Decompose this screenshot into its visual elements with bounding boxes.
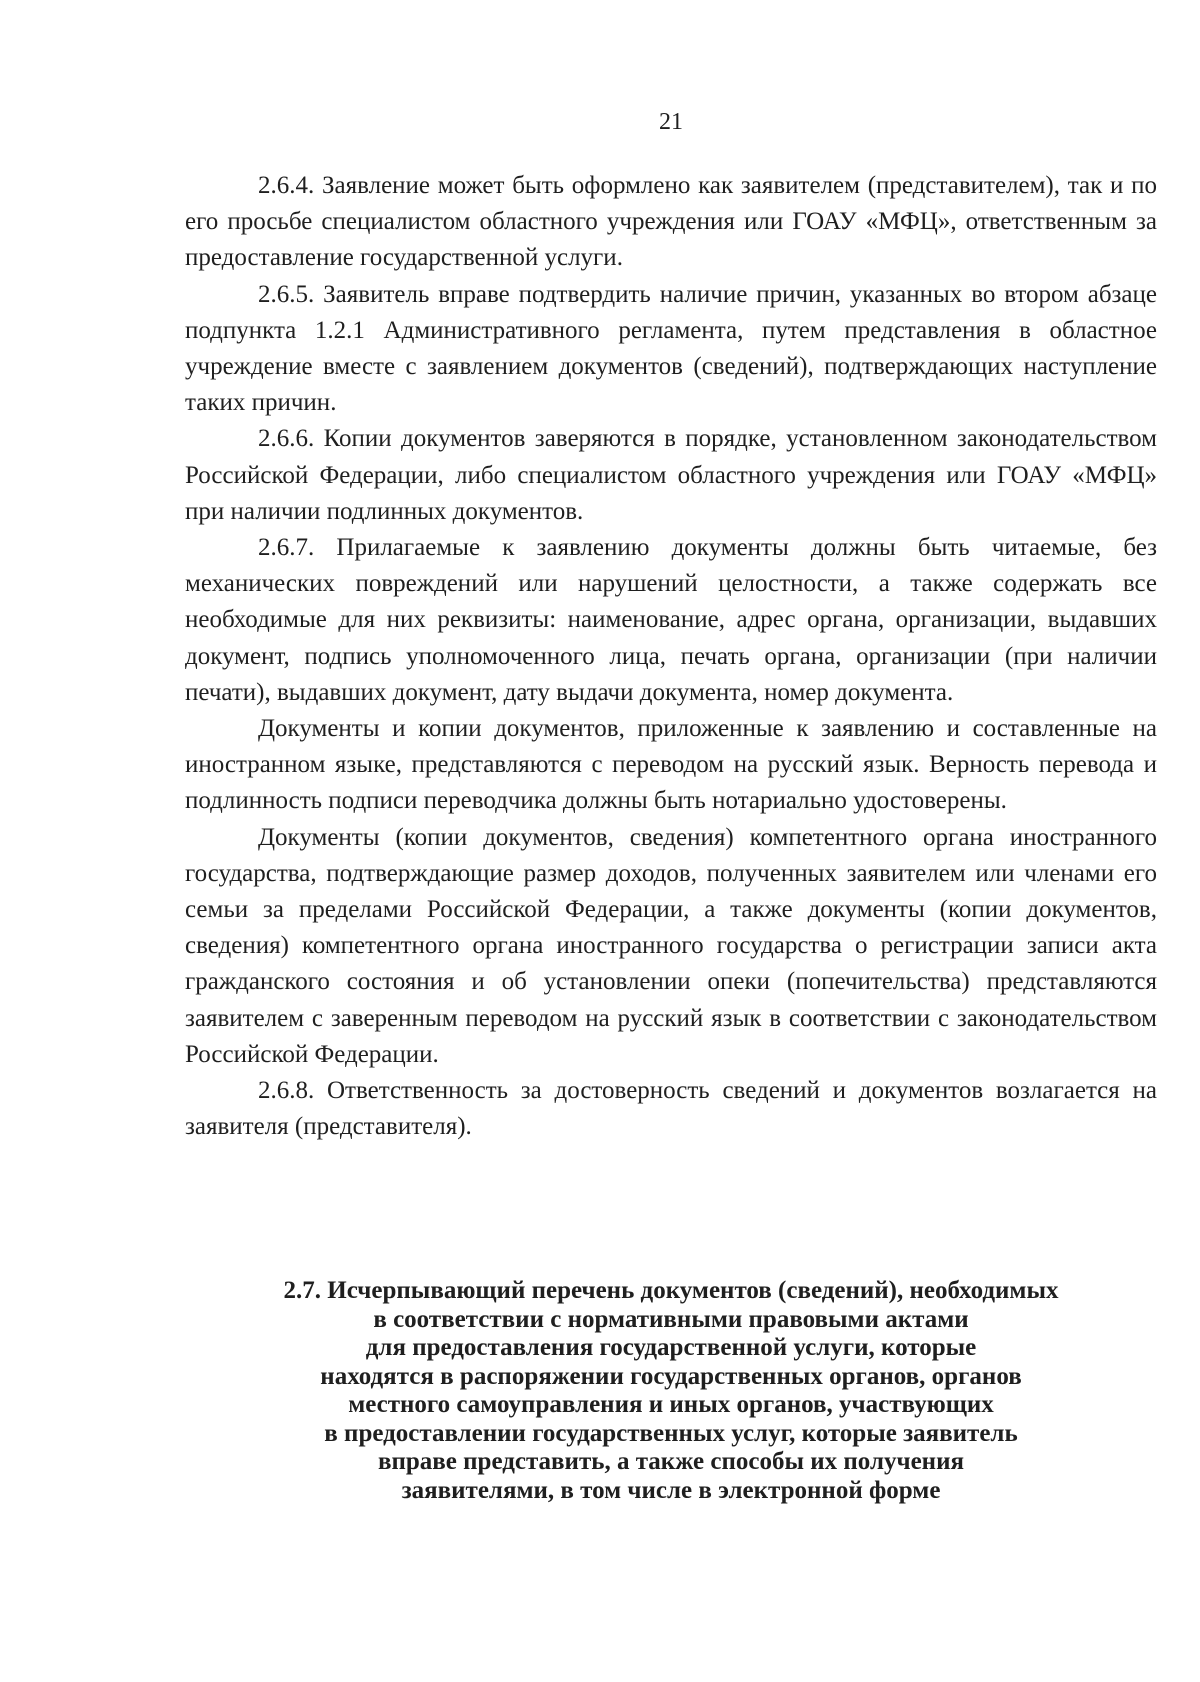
paragraph-2-6-8: 2.6.8. Ответственность за достоверность сведений и документов возлагается на заявителя (представителя). — [185, 1077, 1157, 1141]
heading-line: в предоставлении государственных услуг, которые заявитель — [324, 1419, 1018, 1447]
page-number: 21 — [659, 109, 683, 135]
paragraph-foreign-language-documents: Документы и копии документов, приложенные к заявлению и составленные на иностранном языке, представляются с переводом на русский язык. Верность перевода и подлинность подписи переводчика должны быть нотариально удостоверены. — [185, 715, 1157, 815]
paragraph-2-6-4: 2.6.4. Заявление может быть оформлено как заявителем (представителем), так и по его просьбе специалистом областного учреждения или ГОАУ «МФЦ», ответственным за предоставление государственной услуги. — [185, 172, 1157, 272]
heading-line: находятся в распоряжении государственных органов, органов — [320, 1362, 1022, 1390]
heading-line: заявителями, в том числе в электронной форме — [401, 1476, 941, 1504]
paragraph-foreign-state-documents: Документы (копии документов, сведения) компетентного органа иностранного государства, подтверждающие размер доходов, полученных заявителем или членами его семьи за пределами Российской Федерации, а также документы (копии документов, сведения) компетентного органа иностранного государства о регистрации записи акта гражданского состояния и об установлении опеки (попечительства) представляются заявителем с заверенным переводом на русский язык в соответствии с законодательством Российской Федерации. — [185, 823, 1157, 1068]
heading-line: вправе представить, а также способы их получения — [378, 1448, 964, 1475]
heading-line: 2.7. Исчерпывающий перечень документов (сведений), необходимых — [283, 1277, 1059, 1304]
heading-line: для предоставления государственной услуги, которые — [365, 1334, 977, 1361]
paragraph-2-6-6: 2.6.6. Копии документов заверяются в порядке, установленном законодательством Российской Федерации, либо специалистом областного учреждения или ГОАУ «МФЦ» при наличии подлинных документов. — [185, 425, 1157, 525]
heading-line: местного самоуправления и иных органов, участвующих — [348, 1391, 994, 1418]
paragraph-2-6-7: 2.6.7. Прилагаемые к заявлению документы должны быть читаемые, без механических повреждений или нарушений целостности, а также содержать все необходимые для них реквизиты: наименование, адрес органа, организации, выдавших документ, подпись уполномоченного лица, печать органа, организации (при наличии печати), выдавших документ, дату выдачи документа, номер документа. — [185, 534, 1157, 706]
heading-line: в соответствии с нормативными правовыми актами — [373, 1305, 969, 1333]
paragraph-2-6-5: 2.6.5. Заявитель вправе подтвердить наличие причин, указанных во втором абзаце подпункта 1.2.1 Административного регламента, путем представления в областное учреждение вместе с заявлением документов (сведений), подтверждающих наступление таких причин. — [185, 280, 1157, 417]
body-text — [185, 168, 1157, 1145]
section-heading-2-7 — [185, 1277, 1157, 1505]
